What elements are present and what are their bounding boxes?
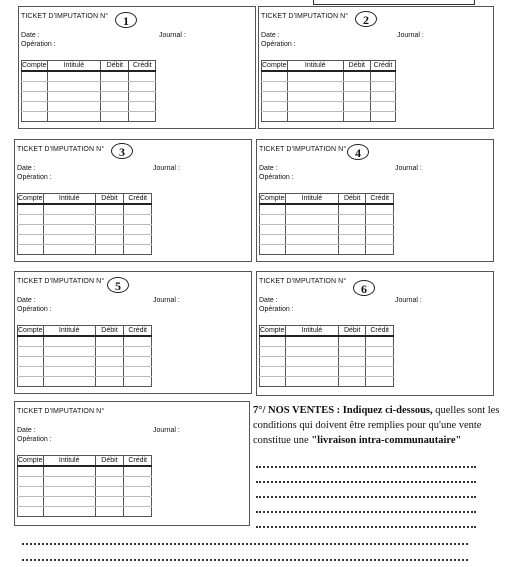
- ticket-title: TICKET D'IMPUTATION N°: [17, 146, 105, 153]
- ticket-number-badge: 4: [347, 144, 369, 160]
- entry-table: [17, 193, 152, 255]
- col-debit: Débit: [95, 194, 123, 205]
- col-credit: Crédit: [124, 326, 152, 337]
- col-credit: Crédit: [366, 326, 394, 337]
- answer-line[interactable]: [256, 511, 476, 513]
- col-debit: Débit: [343, 61, 370, 72]
- ticket-1: [18, 6, 256, 129]
- answer-line[interactable]: [256, 466, 476, 468]
- col-compte: Compte: [18, 457, 43, 464]
- operation-label: Opération :: [21, 41, 56, 48]
- journal-label: Journal :: [397, 32, 424, 39]
- operation-label: Opération :: [17, 174, 52, 181]
- entry-table: [17, 455, 152, 517]
- journal-label: Journal :: [395, 165, 422, 172]
- answer-line[interactable]: [256, 481, 476, 483]
- col-debit: Débit: [95, 456, 123, 467]
- ticket-title: TICKET D'IMPUTATION N°: [259, 146, 347, 153]
- journal-label: Journal :: [159, 32, 186, 39]
- question-highlight: "livraison intra-communautaire": [311, 435, 462, 446]
- date-label: Date :: [261, 32, 280, 39]
- col-intitule: Intitulé: [285, 326, 339, 337]
- date-label: Date :: [17, 165, 36, 172]
- ticket-number-badge: 3: [111, 143, 133, 159]
- col-intitule: Intitulé: [43, 194, 95, 205]
- answer-line[interactable]: [22, 559, 468, 561]
- col-compte: Compte: [18, 327, 43, 334]
- journal-label: Journal :: [153, 165, 180, 172]
- col-compte: Compte: [262, 62, 287, 69]
- ticket-title: TICKET D'IMPUTATION N°: [261, 13, 349, 20]
- entry-table: [259, 325, 394, 387]
- ticket-number-badge: 6: [353, 280, 375, 296]
- top-answer-box: [313, 0, 475, 5]
- journal-label: Journal :: [395, 297, 422, 304]
- date-label: Date :: [259, 165, 278, 172]
- ticket-5: [14, 271, 252, 394]
- ticket-4: [256, 139, 494, 262]
- col-credit: Crédit: [124, 194, 152, 205]
- col-credit: Crédit: [129, 61, 156, 72]
- ticket-7: [14, 401, 250, 526]
- ticket-title: TICKET D'IMPUTATION N°: [17, 408, 105, 415]
- col-intitule: Intitulé: [43, 456, 95, 467]
- journal-label: Journal :: [153, 297, 180, 304]
- col-debit: Débit: [339, 326, 366, 337]
- operation-label: Opération :: [259, 306, 294, 313]
- ticket-2: [258, 6, 494, 129]
- answer-line[interactable]: [256, 526, 476, 528]
- col-credit: Crédit: [366, 194, 394, 205]
- entry-table: [21, 60, 156, 122]
- col-intitule: Intitulé: [285, 194, 339, 205]
- col-debit: Débit: [339, 194, 366, 205]
- col-debit: Débit: [101, 61, 129, 72]
- col-compte: Compte: [18, 195, 43, 202]
- operation-label: Opération :: [17, 436, 52, 443]
- ticket-title: TICKET D'IMPUTATION N°: [21, 13, 109, 20]
- col-compte: Compte: [260, 195, 285, 202]
- col-intitule: Intitulé: [47, 61, 101, 72]
- question-7: [253, 403, 511, 448]
- ticket-title: TICKET D'IMPUTATION N°: [259, 278, 347, 285]
- answer-line[interactable]: [256, 496, 476, 498]
- col-compte: Compte: [22, 62, 47, 69]
- entry-table: [259, 193, 394, 255]
- col-intitule: Intitulé: [287, 61, 343, 72]
- date-label: Date :: [17, 297, 36, 304]
- ticket-title: TICKET D'IMPUTATION N°: [17, 278, 105, 285]
- journal-label: Journal :: [153, 427, 180, 434]
- ticket-3: [14, 139, 252, 262]
- col-compte: Compte: [260, 327, 285, 334]
- date-label: Date :: [21, 32, 40, 39]
- col-credit: Crédit: [124, 456, 152, 467]
- question-text: quelles sont les conditions qui doivent être remplies pour qu'une vente constitue une: [253, 405, 500, 446]
- col-intitule: Intitulé: [43, 326, 95, 337]
- date-label: Date :: [17, 427, 36, 434]
- ticket-number-badge: 2: [355, 11, 377, 27]
- col-debit: Débit: [95, 326, 123, 337]
- ticket-number-badge: 5: [107, 277, 129, 293]
- ticket-number-badge: 1: [115, 12, 137, 28]
- answer-line[interactable]: [22, 543, 468, 545]
- entry-table: [17, 325, 152, 387]
- ticket-6: [256, 271, 494, 396]
- operation-label: Opération :: [261, 41, 296, 48]
- date-label: Date :: [259, 297, 278, 304]
- entry-table: [261, 60, 396, 122]
- operation-label: Opération :: [17, 306, 52, 313]
- question-heading: 7°/ NOS VENTES : Indiquez ci-dessous,: [253, 405, 433, 416]
- operation-label: Opération :: [259, 174, 294, 181]
- col-credit: Crédit: [370, 61, 396, 72]
